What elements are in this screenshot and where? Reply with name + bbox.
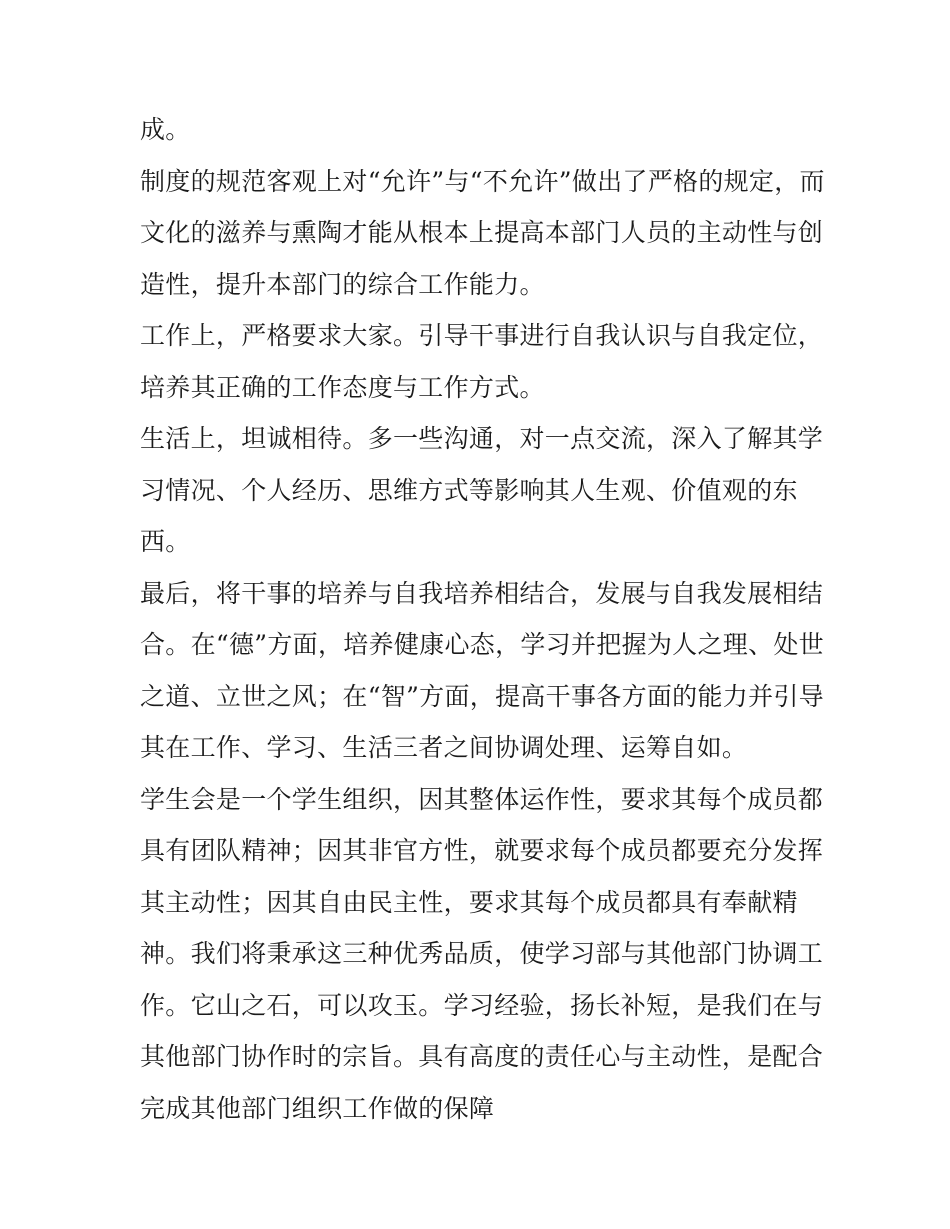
text-line: 最后，将干事的培养与自我培养相结合，发展与自我发展相结 — [140, 578, 824, 608]
text-line: 造性，提升本部门的综合工作能力。 — [140, 269, 545, 299]
text-line: 其他部门协作时的宗旨。具有高度的责任心与主动性，是配合 — [140, 1042, 824, 1071]
text-line: 其在工作、学习、生活三者之间协调处理、运筹自如。 — [140, 733, 748, 762]
text-line: 具有团队精神；因其非官方性，就要求每个成员都要充分发挥 — [140, 836, 824, 865]
text-line: 西。 — [140, 527, 191, 556]
text-line: 成。 — [140, 115, 191, 144]
text-line: 制度的规范客观上对“允许”与“不允许”做出了严格的规定，而 — [140, 166, 825, 196]
document-body — [140, 104, 825, 1134]
text-line: 文化的滋养与熏陶才能从根本上提高本部门人员的主动性与创 — [140, 218, 824, 247]
text-line: 生活上，坦诚相待。多一些沟通，对一点交流，深入了解其学 — [140, 424, 824, 453]
text-line: 其主动性；因其自由民主性，要求其每个成员都具有奉献精 — [140, 887, 798, 917]
text-line: 培养其正确的工作态度与工作方式。 — [140, 372, 545, 402]
text-line: 作。它山之石，可以攻玉。学习经验，扬长补短，是我们在与 — [140, 990, 824, 1020]
text-line: 习情况、个人经历、思维方式等影响其人生观、价值观的东 — [140, 475, 798, 505]
text-line: 工作上，严格要求大家。引导干事进行自我认识与自我定位， — [140, 321, 824, 350]
text-line: 合。在“德”方面，培养健康心态，学习并把握为人之理、处世 — [140, 630, 824, 659]
text-line: 学生会是一个学生组织，因其整体运作性，要求其每个成员都 — [140, 784, 824, 814]
text-line: 之道、立世之风；在“智”方面，提高干事各方面的能力并引导 — [140, 681, 824, 711]
text-line: 完成其他部门组织工作做的保障 — [140, 1093, 495, 1123]
text-line: 神。我们将秉承这三种优秀品质，使学习部与其他部门协调工 — [140, 939, 824, 968]
